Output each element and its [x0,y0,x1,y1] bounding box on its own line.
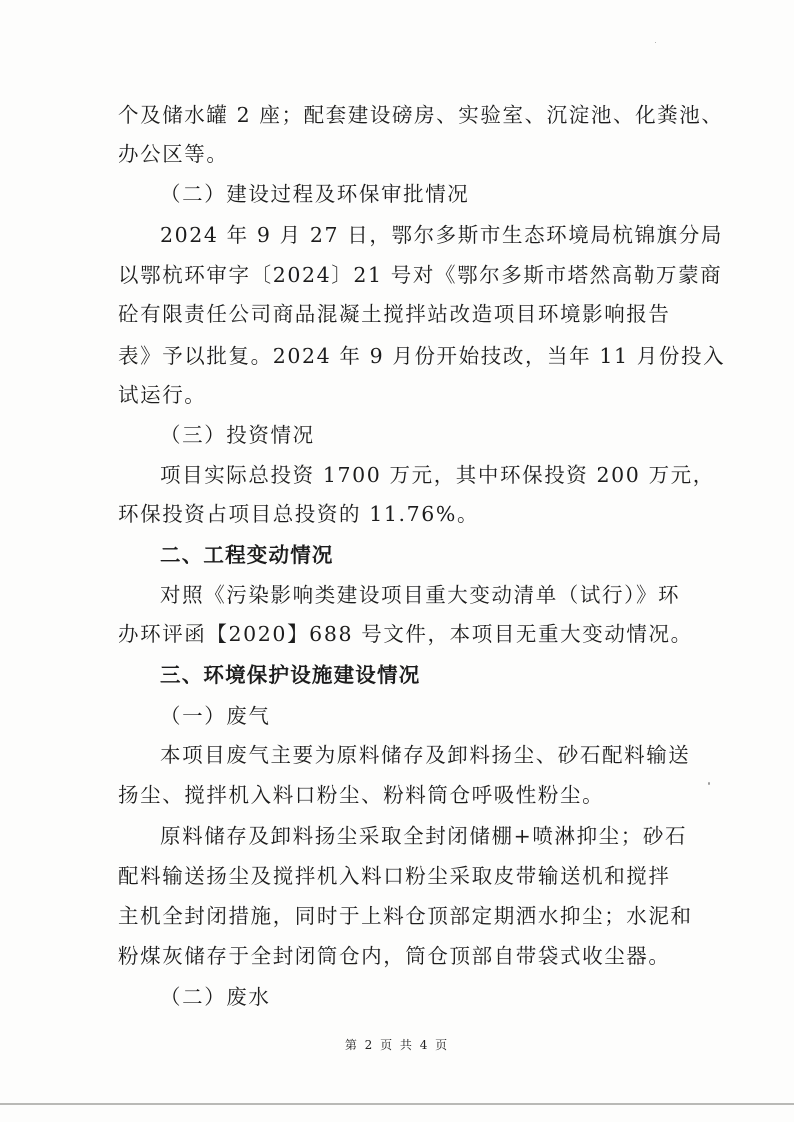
body-text-line: 对照《污染影响类建设项目重大变动清单（试行）》环 [160,583,681,607]
body-text-line: 扬尘、搅拌机入料口粉尘、粉料筒仓呼吸性粉尘。 [118,783,605,807]
subsection-heading: （二）废水 [160,985,271,1009]
subsection-heading: （三）投资情况 [160,423,315,447]
body-text-line: 办公区等。 [118,142,229,166]
body-text-line: 本项目废气主要为原料储存及卸料扬尘、砂石配料输送 [160,743,691,767]
scan-speck [708,782,710,785]
subsection-heading: （一）废气 [160,704,271,728]
scan-edge-line [0,1103,794,1105]
subsection-heading: （二）建设过程及环保审批情况 [160,182,470,206]
body-text-line: 以鄂杭环审字〔2024〕21 号对《鄂尔多斯市塔然高勒万蒙商 [118,263,723,287]
section-heading: 三、环境保护设施建设情况 [160,663,421,687]
body-text-line: 表》予以批复。2024 年 9 月份开始技改，当年 11 月份投入 [118,344,726,368]
body-text-line: 办环评函【2020】688 号文件，本项目无重大变动情况。 [118,622,693,646]
body-text-line: 砼有限责任公司商品混凝土搅拌站改造项目环境影响报告 [118,302,671,326]
body-text-line: 2024 年 9 月 27 日，鄂尔多斯市生态环境局杭锦旗分局 [160,223,723,247]
body-text-line: 环保投资占项目总投资的 11.76%。 [118,502,480,526]
body-text-line: 粉煤灰储存于全封闭筒仓内，筒仓顶部自带袋式收尘器。 [118,944,671,968]
body-text-line: 个及储水罐 2 座；配套建设磅房、实验室、沉淀池、化粪池、 [118,103,724,127]
body-text-line: 主机全封闭措施，同时于上料仓顶部定期洒水抑尘；水泥和 [118,904,693,928]
scan-speck [655,42,656,43]
page-number-footer: 第 2 页 共 4 页 [344,1038,450,1052]
body-text-line: 试运行。 [118,383,207,407]
body-text-line: 项目实际总投资 1700 万元，其中环保投资 200 万元， [160,463,715,487]
body-text-line: 原料储存及卸料扬尘采取全封闭储棚+喷淋抑尘；砂石 [160,824,688,848]
section-heading: 二、工程变动情况 [160,543,334,567]
body-text-line: 配料输送扬尘及搅拌机入料口粉尘采取皮带输送机和搅拌 [118,864,671,888]
